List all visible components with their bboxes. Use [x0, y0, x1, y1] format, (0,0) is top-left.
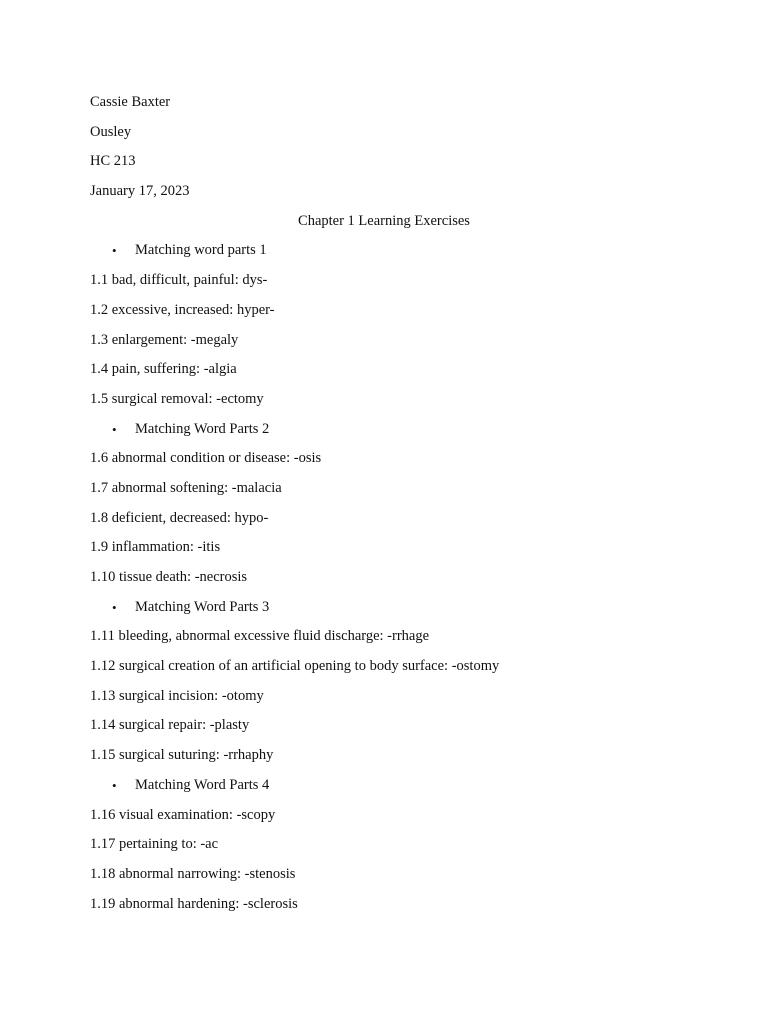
instructor-name: Ousley — [90, 123, 132, 140]
bullet-icon: • — [112, 599, 117, 615]
section-heading-label: Matching word parts 1 — [135, 242, 267, 259]
list-item: 1.1 bad, difficult, painful: dys- — [90, 272, 268, 289]
document-page — [90, 88, 678, 919]
list-item: 1.9 inflammation: -itis — [90, 539, 221, 556]
bullet-icon: • — [112, 243, 117, 259]
document-title: Chapter 1 Learning Exercises — [298, 212, 470, 229]
list-item: 1.4 pain, suffering: -algia — [90, 361, 237, 378]
list-item: 1.7 abnormal softening: -malacia — [90, 479, 282, 496]
section-heading — [90, 415, 678, 445]
document-date: January 17, 2023 — [90, 183, 190, 200]
section-heading — [90, 593, 678, 623]
section-heading — [90, 236, 678, 266]
list-item: 1.14 surgical repair: -plasty — [90, 717, 250, 734]
section-heading-label: Matching Word Parts 3 — [135, 598, 270, 615]
list-item: 1.16 visual examination: -scopy — [90, 806, 276, 823]
list-item: 1.19 abnormal hardening: -sclerosis — [90, 895, 298, 912]
section-heading-label: Matching Word Parts 4 — [135, 776, 270, 793]
list-item: 1.2 excessive, increased: hyper- — [90, 301, 275, 318]
bullet-icon: • — [112, 421, 117, 437]
list-item: 1.8 deficient, decreased: hypo- — [90, 509, 269, 526]
course-code: HC 213 — [90, 153, 136, 170]
list-item: 1.15 surgical suturing: -rrhaphy — [90, 747, 274, 764]
list-item: 1.10 tissue death: -necrosis — [90, 569, 248, 585]
list-item: 1.18 abnormal narrowing: -stenosis — [90, 865, 296, 882]
list-item: 1.17 pertaining to: -ac — [90, 836, 219, 853]
section-heading-label: Matching Word Parts 2 — [135, 420, 270, 437]
list-item: 1.5 surgical removal: -ectomy — [90, 390, 264, 407]
list-item: 1.6 abnormal condition or disease: -osis — [90, 450, 322, 467]
student-name: Cassie Baxter — [90, 94, 171, 110]
bullet-icon: • — [112, 777, 117, 793]
list-item: 1.13 surgical incision: -otomy — [90, 687, 264, 704]
list-item: 1.11 bleeding, abnormal excessive fluid discharge: -rrhage — [90, 628, 430, 645]
list-item: 1.3 enlargement: -megaly — [90, 331, 239, 348]
section-heading — [90, 771, 678, 801]
list-item: 1.12 surgical creation of an artificial opening to body surface: -ostomy — [90, 658, 500, 675]
